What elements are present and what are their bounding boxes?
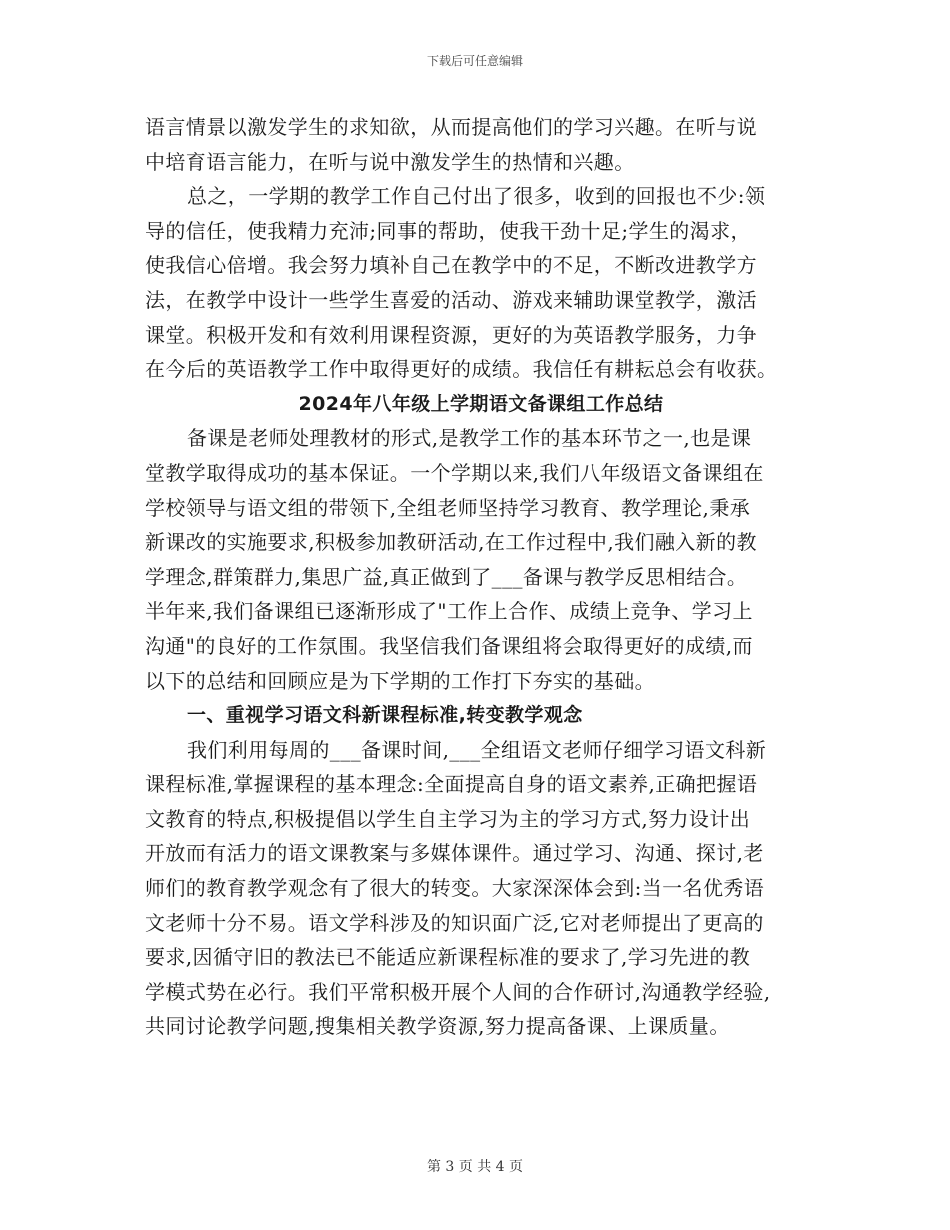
body-line: 共同讨论教学问题,搜集相关教学资源,努力提高备课、上课质量。 — [145, 1014, 730, 1039]
body-line: 学理念,群策群力,集思广益,真正做到了___备课与教学反思相结合。 — [145, 564, 748, 589]
body-line: 堂教学取得成功的基本保证。一个学期以来,我们八年级语文备课组在 — [145, 460, 764, 485]
body-line: 文老师十分不易。语文学科涉及的知识面广泛,它对老师提出了更高的 — [145, 910, 764, 935]
document-body — [145, 110, 817, 1044]
body-line: 新课改的实施要求,积极参加教研活动,在工作过程中,我们融入新的教 — [145, 530, 757, 555]
body-line: 师们的教育教学观念有了很大的转变。大家深深体会到:当一名优秀语 — [145, 876, 765, 901]
page-header: 下载后可任意编辑 — [426, 54, 523, 68]
body-line: 开放而有活力的语文课教案与多媒体课件。通过学习、沟通、探讨,老 — [145, 841, 764, 866]
body-line: 课程标准,掌握课程的基本理念:全面提高自身的语文素养,正确把握语 — [145, 772, 758, 797]
section-heading: 一、重视学习语文科新课程标准,转变教学观念 — [187, 704, 583, 727]
body-line: 学校领导与语文组的带领下,全组老师坚持学习教育、教学理论,秉承 — [145, 495, 751, 520]
body-line: 在今后的英语教学工作中取得更好的成绩。我信任有耕耘总会有收获。 — [145, 357, 778, 382]
body-line: 导的信任，使我精力充沛;同事的帮助，使我干劲十足;学生的渴求， — [145, 218, 751, 243]
body-line: 文教育的特点,积极提倡以学生自主学习为主的学习方式,努力设计出 — [145, 806, 751, 831]
body-line: 语言情景以激发学生的求知欲，从而提高他们的学习兴趣。在听与说 — [145, 115, 757, 139]
page-footer: 第 3 页 共 4 页 — [426, 1159, 524, 1175]
body-line: 要求,因循守旧的教法已不能适应新课程标准的要求了,学习先进的教 — [145, 945, 751, 970]
body-line: 学模式势在必行。我们平常积极开展个人间的合作研讨,沟通教学经验, — [145, 979, 771, 1004]
body-line: 以下的总结和回顾应是为下学期的工作打下夯实的基础。 — [145, 668, 655, 693]
body-line: 备课是老师处理教材的形式,是教学工作的基本环节之一,也是课 — [187, 426, 752, 451]
body-line: 沟通"的良好的工作氛围。我坚信我们备课组将会取得更好的成绩,而 — [145, 633, 753, 658]
body-line: 中培育语言能力，在听与说中激发学生的热情和兴趣。 — [145, 149, 635, 174]
body-line: 课堂。积极开发和有效利用课程资源，更好的为英语教学服务，力争 — [145, 322, 757, 347]
body-line: 我们利用每周的___备课时间,___全组语文老师仔细学习语文科新 — [187, 737, 767, 762]
body-line: 总之，一学期的教学工作自己付出了很多，收到的回报也不少:领 — [187, 184, 766, 209]
body-line: 半年来,我们备课组已逐渐形成了"工作上合作、成绩上竞争、学习上 — [145, 599, 753, 624]
section-title: 2024年八年级上学期语文备课组工作总结 — [298, 392, 664, 415]
body-line: 法，在教学中设计一些学生喜爱的活动、游戏来辅助课堂教学，激活 — [145, 287, 757, 312]
body-line: 使我信心倍增。我会努力填补自己在教学中的不足，不断改进教学方 — [145, 253, 757, 278]
